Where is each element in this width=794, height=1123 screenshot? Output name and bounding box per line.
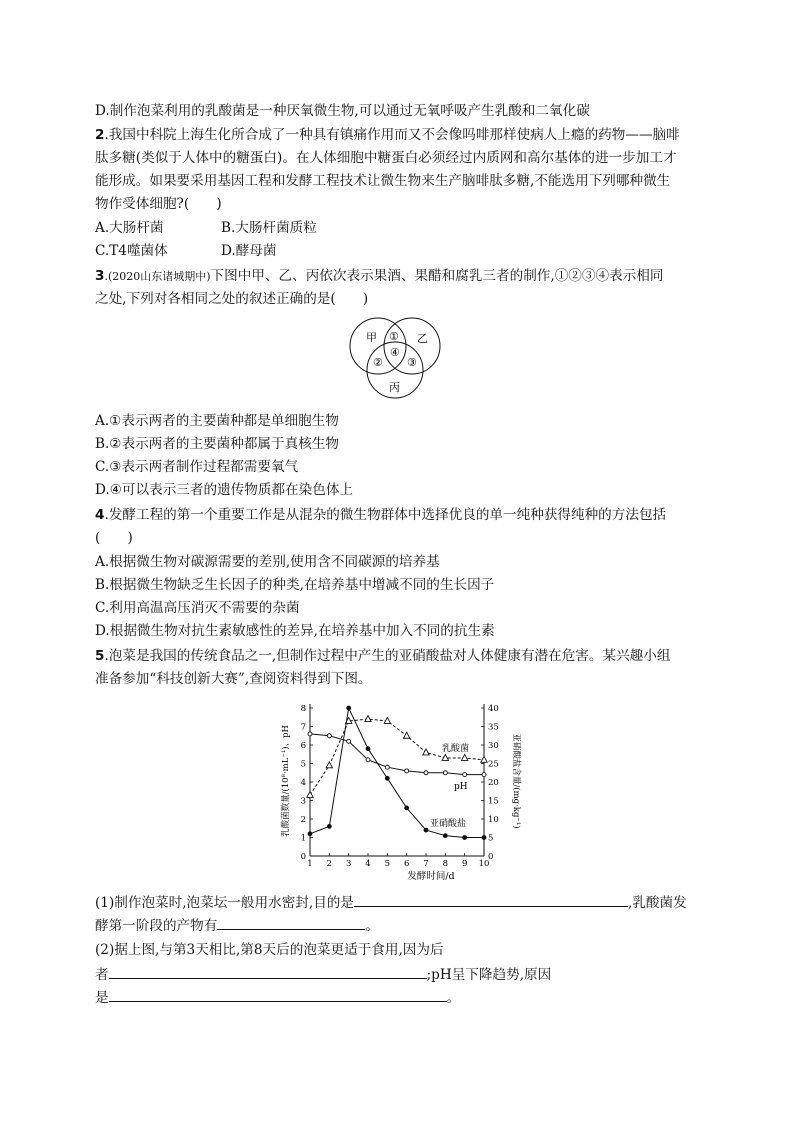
q5-stem-text1: .泡菜是我国的传统食品之一,但制作过程中产生的亚硝酸盐对人体健康有潜在危害。某兴趣小组	[104, 648, 671, 664]
q5-sub2-blank1[interactable]	[109, 964, 427, 979]
venn-label-jia: 甲	[366, 331, 377, 344]
x-tick-label: 9	[461, 859, 468, 869]
series-point-1	[308, 732, 312, 736]
q3-option-d: D.④可以表示三者的遗传物质都在染色体上	[95, 482, 354, 498]
q5-sub2-text-b: 者	[95, 967, 109, 983]
x-tick-label: 1	[307, 859, 313, 869]
x-tick-label: 8	[442, 859, 449, 869]
x-tick-label: 2	[326, 859, 333, 869]
q5-stem-line2: 准备参加“科技创新大赛”,查阅资料得到下图。	[95, 671, 372, 687]
q5-sub1-text-a: (1)制作泡菜时,泡菜坛一般用水密封,目的是	[95, 895, 354, 911]
venn-label-yi: 乙	[417, 332, 428, 345]
q4-option-d: D.根据微生物对抗生素敏感性的差异,在培养基中加入不同的抗生素	[95, 623, 495, 639]
q4-stem-line1	[95, 505, 666, 525]
venn-marker-3: ③	[407, 356, 417, 369]
series-point-1	[327, 734, 331, 738]
right-tick-label: 0	[488, 852, 494, 862]
q5-sub2-text-e: 。	[446, 990, 461, 1006]
q3-number: 3	[95, 268, 105, 284]
series-point-2	[463, 836, 467, 840]
q5-sub1-line1	[95, 892, 687, 913]
fermentation-chart	[272, 696, 522, 886]
x-tick-label: 6	[403, 859, 410, 869]
q4-option-b: B.根据微生物缺乏生长因子的种类,在培养基中增减不同的生长因子	[95, 577, 495, 593]
q5-sub2-text-c: ;pH呈下降趋势,原因	[426, 967, 552, 983]
q5-sub2-blank2[interactable]	[109, 987, 447, 1002]
q3-source: .(2020山东诸城期中)	[104, 270, 211, 283]
venn-marker-2: ②	[373, 356, 383, 369]
q2-stem-line3: 能形成。如果要采用基因工程和发酵工程技术让微生物来生产脑啡肽多糖,不能选用下列哪种微生	[95, 173, 671, 189]
left-tick-label: 1	[300, 833, 306, 844]
q2-option-d: D.酵母菌	[221, 243, 277, 259]
q2-stem-text1: .我国中科院上海生化所合成了一种具有镇痛作用而又不会像吗啡那样使病人上瘾的药物——脑啡	[104, 127, 680, 143]
series-line-1	[310, 734, 484, 775]
x-tick-label: 4	[365, 859, 371, 869]
q4-number: 4	[95, 507, 105, 523]
q2-stem-line2: 肽多糖(类似于人体中的糖蛋白)。在人体细胞中糖蛋白必须经过内质网和高尔基体的进一步加工才	[95, 150, 677, 166]
q5-stem-line1	[95, 646, 670, 666]
series-point-2	[405, 806, 409, 810]
venn-diagram	[340, 310, 450, 402]
venn-marker-4: ④	[390, 346, 400, 359]
venn-label-bing: 丙	[389, 381, 400, 394]
q4-option-a: A.根据微生物对碳源需要的差别,使用含不同碳源的培养基	[95, 554, 440, 570]
q3-stem-line1	[95, 266, 663, 287]
legend-ph: pH	[454, 782, 468, 792]
x-tick-label: 10	[478, 859, 490, 869]
series-point-2	[443, 834, 447, 838]
left-tick-label: 6	[300, 741, 306, 751]
q5-sub2-line2	[95, 964, 551, 985]
series-point-2	[308, 832, 312, 836]
q2-stem-line4: 物作受体细胞?( )	[95, 196, 222, 212]
q4-option-c: C.利用高温高压消灭不需要的杂菌	[95, 600, 300, 616]
right-tick-label: 30	[488, 741, 499, 751]
legend-nitrite: 亚硝酸盐	[430, 819, 467, 829]
q4-stem-text1: .发酵工程的第一个重要工作是从混杂的微生物群体中选择优良的单一纯种获得纯种的方法包括	[104, 507, 667, 523]
left-tick-label: 8	[300, 704, 306, 714]
q1-option-d: D.制作泡菜利用的乳酸菌是一种厌氧微生物,可以通过无氧呼吸产生乳酸和二氧化碳	[95, 103, 590, 119]
series-point-2	[482, 836, 486, 840]
x-tick-label: 7	[423, 859, 429, 869]
series-point-0	[326, 762, 332, 768]
series-point-2	[327, 824, 331, 828]
x-tick-label: 5	[384, 859, 391, 869]
left-tick-label: 2	[300, 815, 306, 825]
q2-stem-line1	[95, 125, 680, 145]
series-point-1	[405, 769, 409, 773]
q3-stem-text1: 下图中甲、乙、丙依次表示果酒、果醋和腐乳三者的制作,①②③④表示相同	[210, 268, 664, 284]
q5-sub2-line1: (2)据上图,与第3天相比,第8天后的泡菜更适于食用,因为后	[95, 942, 444, 958]
series-point-1	[424, 771, 428, 775]
series-point-2	[424, 828, 428, 832]
q5-sub2-text-d: 是	[95, 990, 109, 1006]
q2-option-a: A.大肠杆菌	[95, 220, 164, 236]
q5-sub1-text-d: 。	[365, 918, 379, 934]
q3-option-a: A.①表示两者的主要菌种都是单细胞生物	[95, 413, 339, 429]
series-point-1	[482, 773, 486, 777]
right-tick-label: 20	[488, 778, 499, 788]
q5-sub1-text-b: ,乳酸菌发	[628, 895, 687, 911]
series-point-1	[366, 758, 370, 762]
series-point-1	[443, 771, 447, 775]
series-point-2	[347, 706, 351, 710]
series-point-0	[423, 749, 429, 755]
right-tick-label: 35	[488, 722, 499, 733]
right-tick-label: 10	[488, 815, 499, 825]
series-point-0	[461, 754, 467, 760]
q5-sub1-blank1[interactable]	[354, 892, 628, 907]
legend-lactobacillus: 乳酸菌	[442, 744, 470, 754]
left-tick-label: 3	[300, 796, 306, 807]
right-tick-label: 25	[488, 759, 499, 770]
q5-sub1-blank2[interactable]	[217, 915, 365, 930]
right-tick-label: 15	[488, 796, 499, 807]
right-tick-label: 5	[488, 833, 494, 844]
right-tick-label: 40	[488, 704, 499, 714]
q3-option-b: B.②表示两者的主要菌种都属于真核生物	[95, 436, 339, 452]
q4-stem-line2: ( )	[95, 530, 133, 546]
series-point-1	[385, 765, 389, 769]
series-point-0	[481, 756, 487, 762]
q2-option-c: C.T4噬菌体	[95, 243, 168, 259]
q3-option-c: C.③表示两者制作过程都需要氧气	[95, 459, 299, 475]
venn-marker-1: ①	[389, 330, 399, 343]
series-point-0	[307, 791, 313, 797]
q5-sub1-text-c: 酵第一阶段的产物有	[95, 918, 218, 934]
series-point-0	[365, 716, 371, 722]
left-tick-label: 0	[300, 852, 306, 862]
series-point-1	[463, 773, 467, 777]
q5-sub2-line3	[95, 987, 460, 1008]
chart-right-axis-label: 亚硝酸盐含量/(mg·kg⁻¹)	[511, 733, 521, 829]
left-tick-label: 4	[300, 778, 306, 788]
q3-stem-line2: 之处,下列对各相同之处的叙述正确的是( )	[95, 291, 369, 307]
series-point-0	[403, 732, 409, 738]
left-tick-label: 5	[300, 759, 306, 770]
q5-sub1-line2	[95, 915, 379, 936]
q5-number: 5	[95, 648, 105, 664]
chart-left-axis-label: 乳酸菌数量/(10⁸·mL⁻¹)、pH	[281, 725, 291, 837]
left-tick-label: 7	[300, 722, 306, 733]
q2-number: 2	[95, 127, 105, 143]
series-point-2	[385, 776, 389, 780]
x-tick-label: 3	[345, 859, 352, 869]
series-point-2	[366, 747, 370, 751]
series-point-1	[347, 739, 351, 743]
q2-option-b: B.大肠杆菌质粒	[221, 220, 317, 236]
chart-x-axis-label: 发酵时间/d	[407, 871, 455, 882]
